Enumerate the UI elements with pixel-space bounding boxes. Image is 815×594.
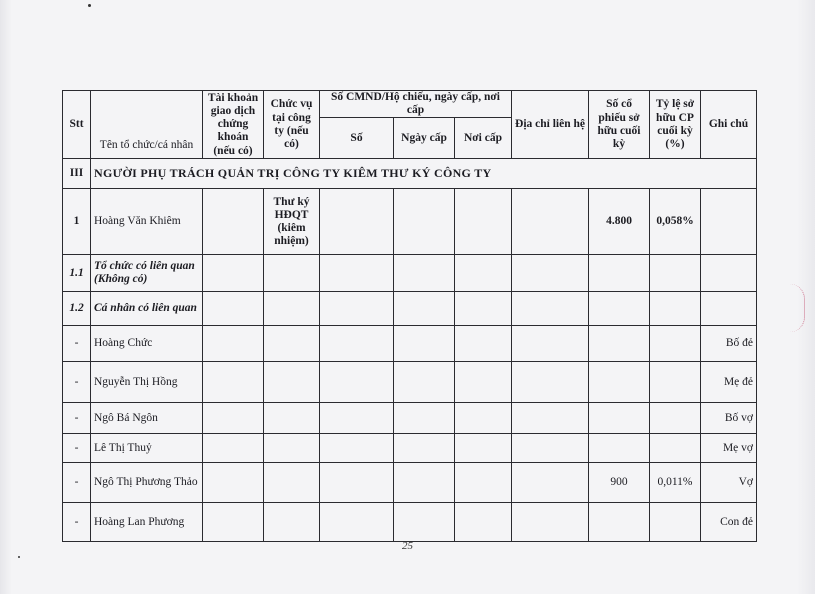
row-note: Bố vợ [701,403,757,434]
table-row [63,403,757,434]
row-name: Lê Thị Thuỷ [91,434,203,463]
row-shares: 900 [589,463,650,503]
row-shares [589,503,650,542]
scan-speck [18,556,20,558]
col-address: Địa chỉ liên hệ [512,91,589,159]
row-stt: 1.1 [63,255,91,292]
table-row [63,503,757,542]
col-id-no: Số [320,118,394,159]
row-name: Hoàng Chức [91,326,203,362]
col-id-group: Số CMND/Hộ chiếu, ngày cấp, nơi cấp [320,91,512,118]
row-ratio [650,403,701,434]
row-ratio: 0,058% [650,189,701,255]
row-ratio [650,326,701,362]
table-row [63,326,757,362]
row-note: Mẹ vợ [701,434,757,463]
row-ratio [650,503,701,542]
row-name: Ngô Thị Phương Thảo [91,463,203,503]
row-name: Hoàng Văn Khiêm [91,189,203,255]
row-stt: - [63,403,91,434]
table-row [63,463,757,503]
row-stt: 1 [63,189,91,255]
section-row [63,159,757,189]
row-shares [589,326,650,362]
scan-speck [88,4,91,7]
scan-left-edge [0,0,12,594]
row-name: Nguyễn Thị Hồng [91,362,203,403]
section-title: NGƯỜI PHỤ TRÁCH QUẢN TRỊ CÔNG TY KIÊM THƯ KÝ CÔNG TY [91,159,757,189]
stamp-edge-mark [790,284,805,332]
row-stt: - [63,326,91,362]
row-stt: - [63,434,91,463]
shareholder-table [62,90,757,542]
row-stt: - [63,503,91,542]
col-shares: Số cổ phiếu sở hữu cuối kỳ [589,91,650,159]
table-row [63,362,757,403]
row-stt: - [63,362,91,403]
row-shares: 4.800 [589,189,650,255]
row-note: Bố đẻ [701,326,757,362]
table-row [63,189,757,255]
table-row [63,292,757,326]
row-ratio: 0,011% [650,463,701,503]
row-position: Thư ký HĐQT (kiêm nhiệm) [264,189,320,255]
col-name: Tên tổ chức/cá nhân [91,91,203,159]
row-label: Cá nhân có liên quan [91,292,203,326]
row-shares [589,434,650,463]
col-ratio: Tỷ lệ sở hữu CP cuối kỳ (%) [650,91,701,159]
row-note: Vợ [701,463,757,503]
col-account: Tài khoản giao dịch chứng khoán (nếu có) [203,91,264,159]
row-shares [589,403,650,434]
col-note: Ghi chú [701,91,757,159]
row-note: Con đẻ [701,503,757,542]
row-note: Mẹ đẻ [701,362,757,403]
row-shares [589,362,650,403]
col-position: Chức vụ tại công ty (nếu có) [264,91,320,159]
table-row [63,255,757,292]
col-issue-date: Ngày cấp [394,118,455,159]
row-name: Hoàng Lan Phương [91,503,203,542]
table-header-row [63,91,757,118]
col-issue-place: Nơi cấp [455,118,512,159]
page-number: 25 [402,540,413,552]
row-ratio [650,362,701,403]
section-stt: III [63,159,91,189]
row-label: Tổ chức có liên quan (Không có) [91,255,203,292]
row-ratio [650,434,701,463]
row-name: Ngô Bá Ngôn [91,403,203,434]
col-stt: Stt [63,91,91,159]
row-stt: - [63,463,91,503]
row-stt: 1.2 [63,292,91,326]
table-row [63,434,757,463]
